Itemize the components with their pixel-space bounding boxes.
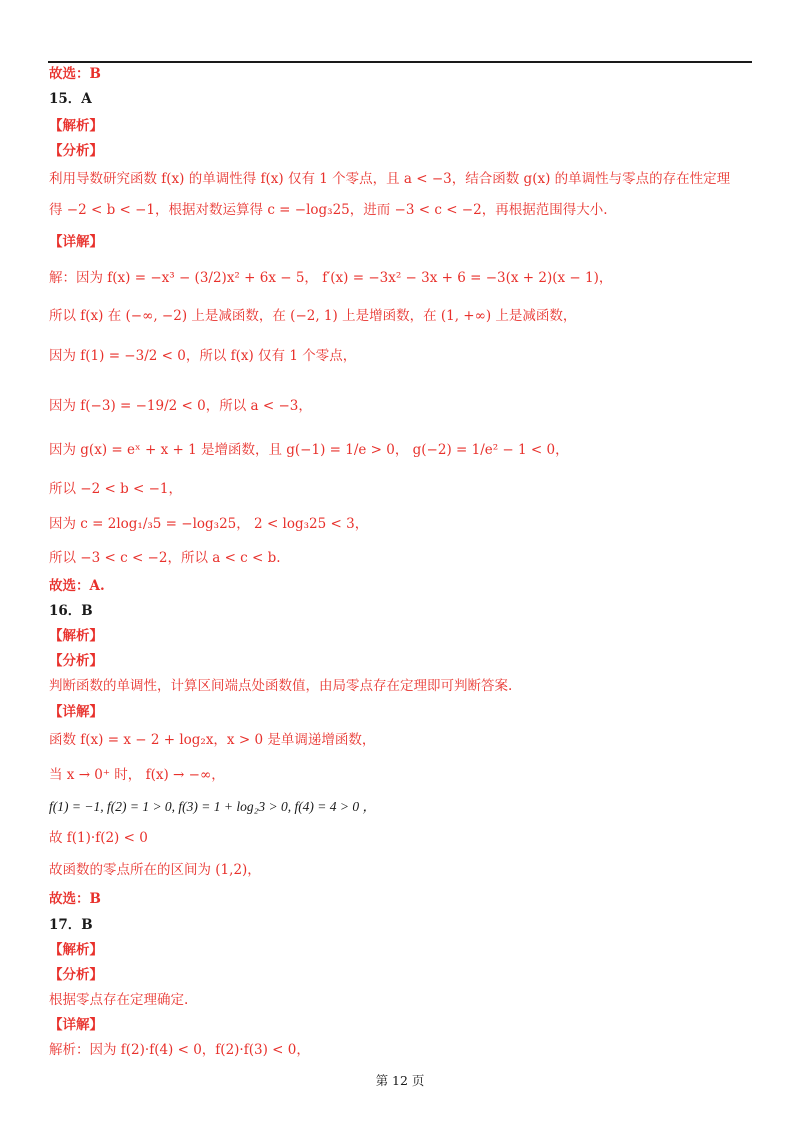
text-line: 【详解】 [49,234,103,250]
text-line: 所以 −3 < c < −2，所以 a < c < b. [49,550,281,566]
text-line: 【分析】 [49,967,103,983]
text-line: 判断函数的单调性，计算区间端点处函数值，由局零点存在定理即可判断答案. [49,678,513,694]
text-line: 故选：B [49,66,101,82]
text-line: 【分析】 [49,653,103,669]
text-line: 【解析】 [49,942,103,958]
text-line: 【解析】 [49,628,103,644]
text-line: 根据零点存在定理确定. [49,992,189,1008]
header-rule [48,61,752,63]
text-line: 15．A [49,91,92,107]
text-line: 17．B [49,917,93,933]
text-line: 利用导数研究函数 f(x) 的单调性得 f(x) 仅有 1 个零点，且 a < −3，结合函数 g(x) 的单调性与零点的存在性定理 [49,171,731,187]
text-line: f(1) = −1, f(2) = 1 > 0, f(3) = 1 + log₂3 > 0, f(4) = 4 > 0 ， [49,799,377,814]
text-line: 解析：因为 f(2)·f(4) < 0，f(2)·f(3) < 0， [49,1042,310,1058]
text-line: 【分析】 [49,143,103,159]
text-line: 因为 f(1) = −3/2 < 0，所以 f(x) 仅有 1 个零点， [49,348,357,364]
text-line: 故函数的零点所在的区间为 (1,2)， [49,862,261,878]
text-line: 得 −2 < b < −1，根据对数运算得 c = −log₃25，进而 −3 < c < −2，再根据范围得大小. [49,202,608,218]
page-number: 第 12 页 [375,1073,425,1088]
text-line: 当 x → 0⁺ 时， f(x) → −∞， [49,767,225,783]
text-line: 16．B [49,603,93,619]
text-line: 函数 f(x) = x − 2 + log₂x，x > 0 是单调递增函数， [49,732,376,748]
text-line: 因为 f(−3) = −19/2 < 0，所以 a < −3， [49,398,312,414]
text-line: 因为 g(x) = eˣ + x + 1 是增函数，且 g(−1) = 1/e > 0， g(−2) = 1/e² − 1 < 0， [49,442,569,458]
text-line: 【详解】 [49,1017,103,1033]
text-line: 故 f(1)·f(2) < 0 [49,830,148,846]
text-line: 因为 c = 2log₁/₃5 = −log₃25， 2 < log₃25 < 3， [49,516,369,532]
text-line: 故选：B [49,891,101,907]
text-line: 故选：A. [49,578,105,594]
text-line: 解：因为 f(x) = −x³ − (3/2)x² + 6x − 5， f′(x) = −3x² − 3x + 6 = −3(x + 2)(x − 1)， [49,270,613,286]
text-line: 【详解】 [49,704,103,720]
text-line: 所以 f(x) 在 (−∞, −2) 上是减函数，在 (−2, 1) 上是增函数，在 (1, +∞) 上是减函数， [49,308,577,324]
text-line: 所以 −2 < b < −1， [49,481,183,497]
text-line: 【解析】 [49,118,103,134]
